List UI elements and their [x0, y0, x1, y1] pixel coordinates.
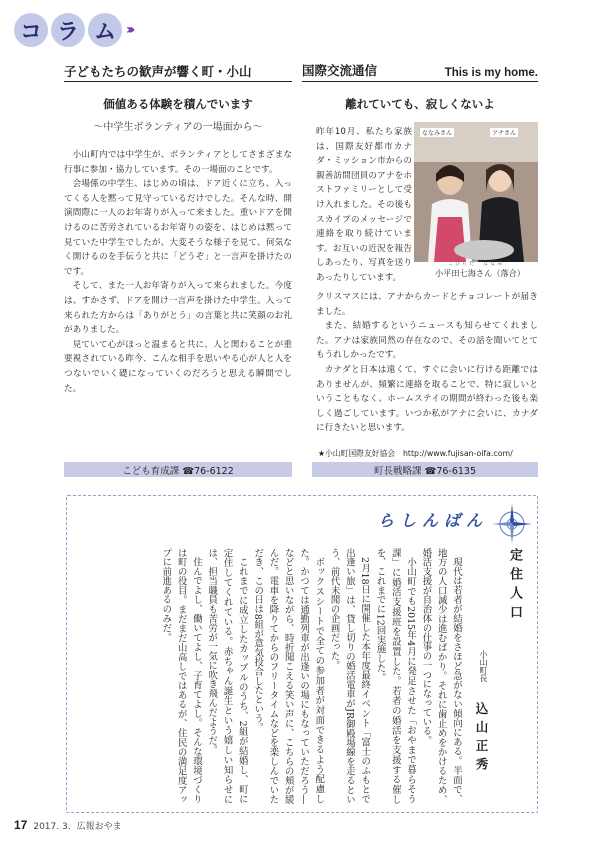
photo-illustration: [414, 122, 538, 262]
rashinban-paragraph: 2月18日に開催した本年度最終イベント「富士のふもとで出逢い旅」は、貸し切りの婚活電車がJR御殿場線を走るという、前代未聞の企画だった。: [328, 548, 371, 804]
rashinban-title: 定住人口: [507, 548, 522, 624]
column-title: [14, 13, 122, 47]
header-char-3: ム: [88, 13, 122, 47]
rashinban-paragraph: 小山町でも2015年4月に発足させた「おやまで暮らそう課」に婚活支援班を設置した。若者の婚活を支援する催しを、これまでに12回実施した。: [374, 548, 417, 804]
left-paragraph: 見ていて心がほっと温まると共に、人と関わることが重要視されている昨今、こんな相手を思いやる心が人と人をつないでいく礎になっていくのだろうと思える瞬間でした。: [64, 339, 292, 394]
publication-name: 広報おやま: [76, 822, 122, 832]
caption-text: 小平田七海さん（落合）: [434, 268, 526, 278]
left-paragraph: 小山町内では中学生が、ボランティアとしてさまざまな行事に参加・協力しています。その一場面のことです。: [64, 150, 292, 175]
left-title: 価値ある体験を積んでいます: [103, 97, 253, 111]
rashinban-logo: らしんばん: [378, 511, 489, 530]
left-subtitle: ～中学生ボランティアの一場面から～: [93, 122, 263, 133]
right-heading: [302, 62, 538, 82]
right-paragraph: カナダと日本は遠くて、すぐに会いに行ける距離ではありませんが、頻繁に連絡を取ることで、特に寂しいということもなく、ホームステイの期間が終わった後も楽しく過ごしています。いつか私がアナに会いに、カナダに行きたいと思います。: [316, 364, 538, 434]
left-paragraph: 会場係の中学生、はじめの頃は、ドア近くに立ち、入ってくる人を黙って見守っているだけでした。そんな時、開演間際に一人のお年寄りが入って来ました。重いドアを開けるのに苦労されているお年寄りの姿を、はじめは黙って見ていた中学生でしたが、大変そうな様子を見て、何気なく開けるのを手伝うと共に「どうぞ」と一言声を掛けたのです。: [64, 179, 292, 277]
rashinban-paragraph: 住んでよし、働いてよし、子育てよし。そんな環境づくりは町の役目。まだまだ山高しではあるが、住民の満足度アップに前進あるのみだ。: [160, 548, 202, 804]
author-role: 小山町長: [479, 650, 488, 682]
rashinban-paragraph: ボックスシートで全ての参加者が対面できるよう配慮した。かつては通勤列車が出逢いの場にもなっていただろう―などと思いながら、時折聞こえる笑い声に、こちらの頬が緩んだ。電車を降りてからのフリータイムなどを楽しんでいただき、この日は8組が意気投合したという。: [252, 548, 325, 804]
rashinban-paragraph: 現代は若者が結婚をさほど急がない傾向にある。半面で、地方の人口減少は進むばかり。それに歯止めをかけるため、婚活支援が自治体の仕事の一つになっている。: [420, 548, 462, 804]
right-heading-sub: This is my home.: [444, 67, 538, 79]
left-paragraph: そして、また一人お年寄りが入って来られました。今度は、すかさず、ドアを開け一言声を掛けた中学生。入って来られた方からは「ありがとう」の言葉と共に笑顔のお礼がありました。: [64, 281, 292, 336]
chevron-right-icon: ›››: [126, 22, 132, 38]
contact-dept-left: こども育成課 ☎76-6122: [64, 462, 292, 477]
contact-dept-right: 町長戦略課 ☎76-6135: [312, 462, 538, 477]
photo-nanami-and-ana: [414, 122, 538, 262]
right-paragraph: また、結婚するというニュースも知らせてくれました。アナは家族同然の存在なので、その話を聞いてとてもうれしかったです。: [316, 321, 538, 361]
rashinban-body: [92, 548, 464, 804]
photo-caption: [420, 261, 540, 279]
header-char-1: コ: [14, 13, 48, 47]
photo-label-ana: アナさん: [491, 130, 516, 137]
column-header: [14, 12, 131, 48]
rashinban-paragraph: これまでに成立したカップルのうち、2組が結婚し、町に定住してくれている。赤ちゃん誕生という嬉しい知らせには、担当職員も苦労が一気に吹き飛んだようだ。: [206, 548, 248, 804]
caption-ruby: こひらた ななみ: [448, 261, 505, 267]
left-article: [64, 62, 292, 133]
compass-icon: [490, 502, 534, 546]
left-body: [64, 148, 292, 396]
right-heading-text: 国際交流通信: [302, 63, 378, 78]
page-footer: [14, 818, 122, 832]
header-char-2: ラ: [51, 13, 85, 47]
left-heading: 子どもたちの歓声が響く町・小山: [64, 62, 292, 82]
source-credit: ★小山町国際友好協会 http://www.fujisan-oifa.com/: [318, 449, 513, 458]
photo-label-nanami: ななみさん: [422, 130, 453, 137]
right-body-bottom: [316, 290, 538, 436]
right-title: 離れていても、寂しくないよ: [345, 97, 495, 111]
right-article: [302, 62, 538, 112]
issue-date: 2017. 3.: [33, 822, 71, 832]
right-paragraph: クリスマスには、アナからカードとチョコレートが届きました。: [316, 292, 538, 317]
page-number: 17: [14, 818, 28, 832]
right-body-top: 昨年10月、私たち家族は、国際友好都市カナダ・ミッション市からの親善訪問団員のアナをホストファミリーとして受け入れました。その後もスカイプのメッセージで連絡を取り続けています。お互いの近況を報告しあったり、写真を送りあったりしています。: [316, 127, 412, 283]
author-name: 込山正秀: [474, 702, 489, 776]
